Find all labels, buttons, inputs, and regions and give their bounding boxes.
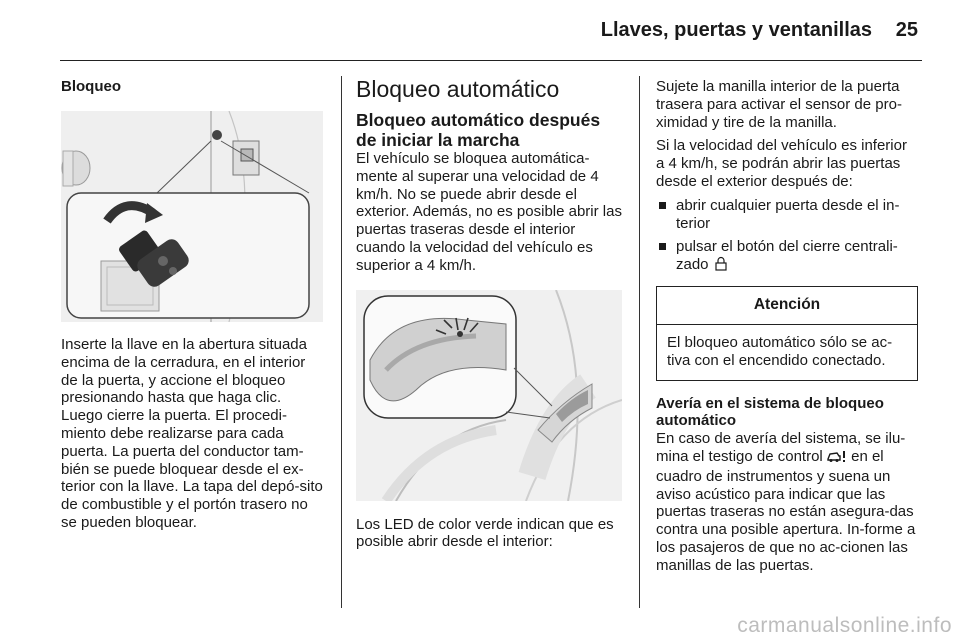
notice-title: Atención <box>657 287 917 325</box>
body-averia <box>656 430 918 574</box>
body-bloqueo: Inserte la llave en la abertura situada encima de la cerradura, en el interior de la puerta, y accione el bloqueo presionando hasta que haga clic. Luego cierre la puerta. El procedi-miento debe realizarse para cada puerta. La puerta del conductor tam-bién se puede bloquear desde el ex-terior con la llave. La tapa del depó-sito de combustible y el portón trasero no se pueden bloquear. <box>61 336 323 531</box>
bullet-text-1: abrir cualquier puerta desde el in-terior <box>676 196 900 232</box>
bullet-list <box>656 197 918 276</box>
bullet-text-2: pulsar el botón del cierre centrali-zado <box>676 238 898 274</box>
fault-text-start: En caso de avería del sistema, se ilu-mina el testigo de control <box>656 430 906 465</box>
column-divider-1 <box>341 76 342 608</box>
warning-lamp-icon <box>827 450 847 468</box>
column-3 <box>656 72 918 575</box>
heading-averia: Avería en el sistema de bloqueo automático <box>656 394 884 430</box>
page-header <box>0 0 960 62</box>
subtitle-bloqueo-marcha: Bloqueo automático después de iniciar la marcha <box>356 110 601 150</box>
notice-body: El bloqueo automático sólo se ac-tiva con el encendido conectado. <box>667 333 893 369</box>
bullet-square-icon <box>659 202 666 209</box>
watermark: carmanualsonline.info <box>737 614 952 637</box>
body-velocidad: Si la velocidad del vehículo es inferior a 4 km/h, se podrán abrir las puertas desde el exterior después de: <box>656 137 907 190</box>
column-1 <box>61 72 323 532</box>
illustration-door-handle <box>356 290 622 501</box>
notice-box <box>656 286 918 381</box>
fault-text-end: en el cuadro de instrumentos y suena un aviso acústico para indicar que las puertas traseras no están asegura-das contra una posible apertura. In-forme a los pasajeros de que no ac-cionen las manillas de las puertas. <box>656 447 916 574</box>
lock-icon <box>715 256 727 276</box>
illustration-door-lock <box>61 111 323 322</box>
list-item <box>656 238 918 276</box>
header-rule <box>60 60 922 61</box>
list-item <box>656 197 918 233</box>
column-2 <box>356 72 622 551</box>
column-divider-2 <box>639 76 640 608</box>
door-lock-drawing <box>61 111 323 322</box>
door-handle-drawing <box>356 290 622 501</box>
body-bloqueo-automatico: El vehículo se bloquea automática-mente al superar una velocidad de 4 km/h. No se puede abrir desde el exterior. Además, no es posible abrir las puertas traseras desde el interior cuando la velocidad del vehículo es superior a 4 km/h. <box>356 150 622 274</box>
page-number: 25 <box>895 19 918 41</box>
bullet-square-icon <box>659 243 666 250</box>
caption-led: Los LED de color verde indican que es posible abrir desde el interior: <box>356 515 614 551</box>
title-bloqueo-automatico: Bloqueo automático <box>356 76 560 102</box>
section-title: Llaves, puertas y ventanillas <box>600 19 872 41</box>
intro-sensor: Sujete la manilla interior de la puerta trasera para activar el sensor de pro-ximidad y tire de la manilla. <box>656 78 902 131</box>
heading-bloqueo: Bloqueo <box>61 78 121 95</box>
